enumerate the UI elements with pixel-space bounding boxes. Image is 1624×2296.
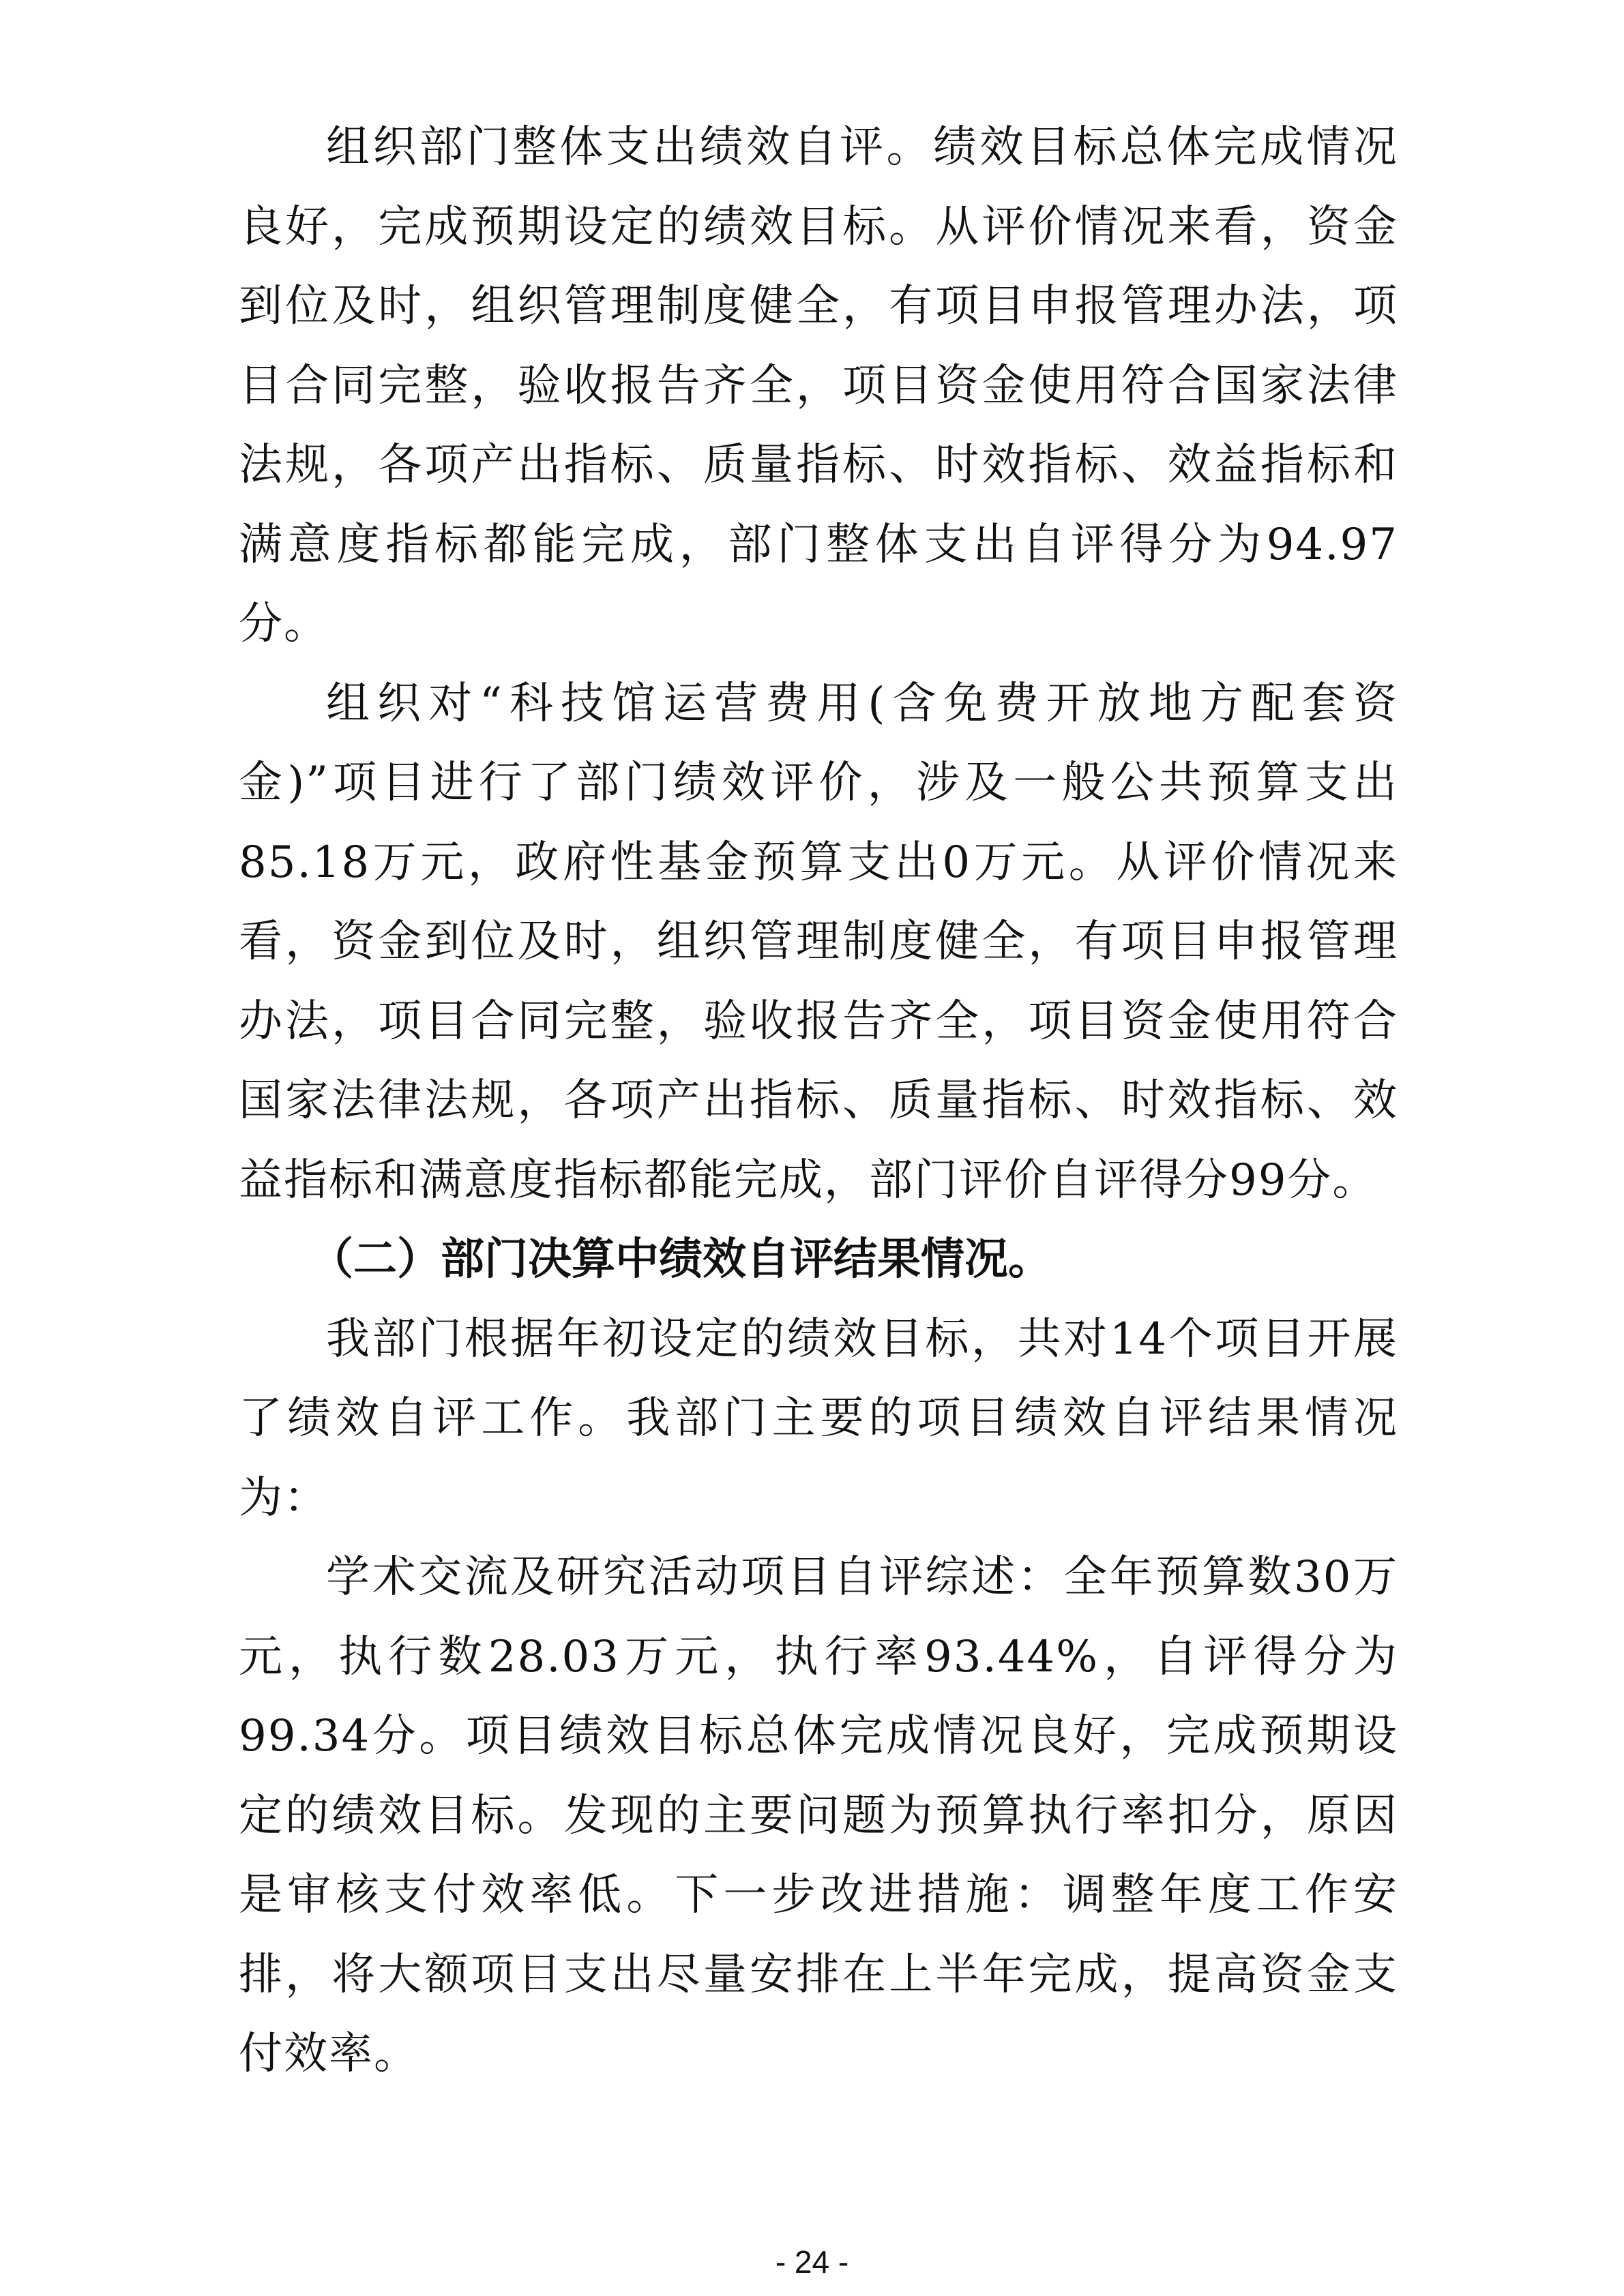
section-heading: （二）部门决算中绩效自评结果情况。 bbox=[310, 1234, 1052, 1285]
paragraph-project-count: 我部门根据年初设定的绩效目标，共对14个项目开展了绩效自评工作。我部门主要的项目绩效自评结果情况为： bbox=[239, 1313, 1398, 1523]
document-body bbox=[239, 108, 1398, 2094]
page-number: - 24 - bbox=[775, 2244, 849, 2280]
paragraph-science-museum-evaluation: 组织对“科技馆运营费用(含免费开放地方配套资金)”项目进行了部门绩效评价，涉及一般公共预算支出85.18万元，政府性基金预算支出0万元。从评价情况来看，资金到位及时，组织管理制度健全，有项目申报管理办法，项目合同完整，验收报告齐全，项目资金使用符合国家法律法规，各项产出指标、质量指标、时效指标、效益指标和满意度指标都能完成，部门评价自评得分99分。 bbox=[239, 678, 1398, 1206]
paragraph-overall-self-evaluation: 组织部门整体支出绩效自评。绩效目标总体完成情况良好，完成预期设定的绩效目标。从评价情况来看，资金到位及时，组织管理制度健全，有项目申报管理办法，项目合同完整，验收报告齐全，项目资金使用符合国家法律法规，各项产出指标、质量指标、时效指标、效益指标和满意度指标都能完成，部门整体支出自评得分为94.97分。 bbox=[239, 122, 1398, 649]
paragraph-academic-exchange-summary: 学术交流及研究活动项目自评综述：全年预算数30万元，执行数28.03万元，执行率93.44%，自评得分为99.34分。项目绩效目标总体完成情况良好，完成预期设定的绩效目标。发现的主要问题为预算执行率扣分，原因是审核支付效率低。下一步改进措施：调整年度工作安排，将大额项目支出尽量安排在上半年完成，提高资金支付效率。 bbox=[239, 1552, 1398, 2079]
